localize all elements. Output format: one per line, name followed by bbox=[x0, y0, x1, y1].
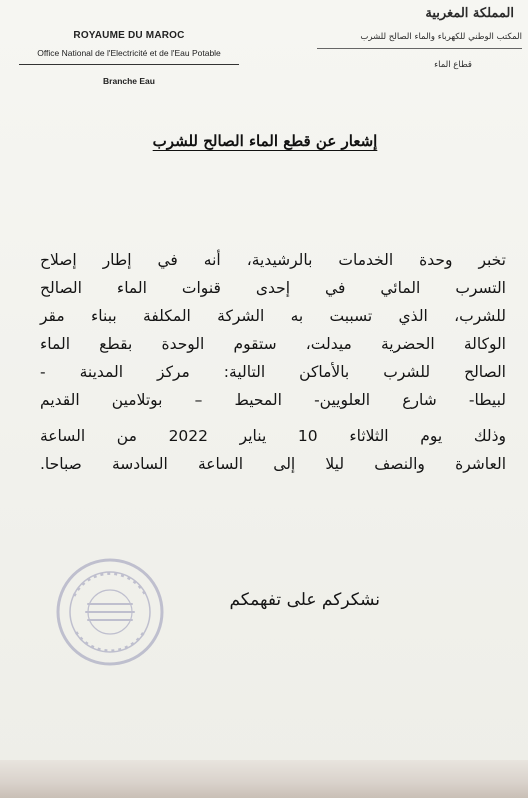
header-right-divider bbox=[317, 48, 522, 49]
header-country-fr: ROYAUME DU MAROC bbox=[73, 30, 185, 41]
bottom-shadow bbox=[0, 760, 528, 798]
paragraph-2 bbox=[40, 422, 506, 478]
body-line: وذلك يوم الثلاثاء 10 يناير 2022 من الساعة bbox=[40, 427, 507, 445]
header-right-arabic bbox=[312, 6, 522, 70]
body-line: العاشرة والنصف ليلا إلى الساعة السادسة صباحا. bbox=[40, 455, 506, 473]
paragraph-1 bbox=[40, 246, 506, 414]
notice-title: إشعار عن قطع الماء الصالح للشرب bbox=[152, 132, 378, 150]
closing-thanks: نشكركم على تفهمكم bbox=[229, 590, 380, 610]
body-line: التسرب المائي في إحدى قنوات الماء الصالح bbox=[40, 279, 506, 297]
header-office-ar: المكتب الوطني للكهرباء والماء الصالح للشرب bbox=[360, 32, 522, 42]
body-line: الوكالة الحضرية ميدلت، ستقوم الوحدة بقطع الماء bbox=[40, 335, 506, 353]
header-left-french bbox=[14, 30, 244, 86]
body-line: الصالح للشرب بالأماكن التالية: مركز المدينة - bbox=[40, 363, 506, 381]
body-line: تخبر وحدة الخدمات بالرشيدية، أنه في إطار إصلاح bbox=[40, 251, 506, 269]
header-country-ar: المملكة المغربية bbox=[425, 6, 514, 21]
header-branch-ar: قطاع الماء bbox=[434, 60, 472, 70]
header-left-divider bbox=[19, 64, 239, 65]
notice-body bbox=[40, 246, 506, 478]
header-office-fr: Office National de l'Electricité et de l'Eau Potable bbox=[37, 48, 221, 58]
body-line: للشرب، الذي تسببت به الشركة المكلفة ببناء مقر bbox=[40, 307, 506, 325]
body-line: لبيطا- شارع العلويين- المحيط – بوتلامين القديم bbox=[40, 391, 506, 409]
header-branch-fr: Branche Eau bbox=[103, 76, 155, 86]
official-stamp-icon bbox=[54, 556, 166, 668]
